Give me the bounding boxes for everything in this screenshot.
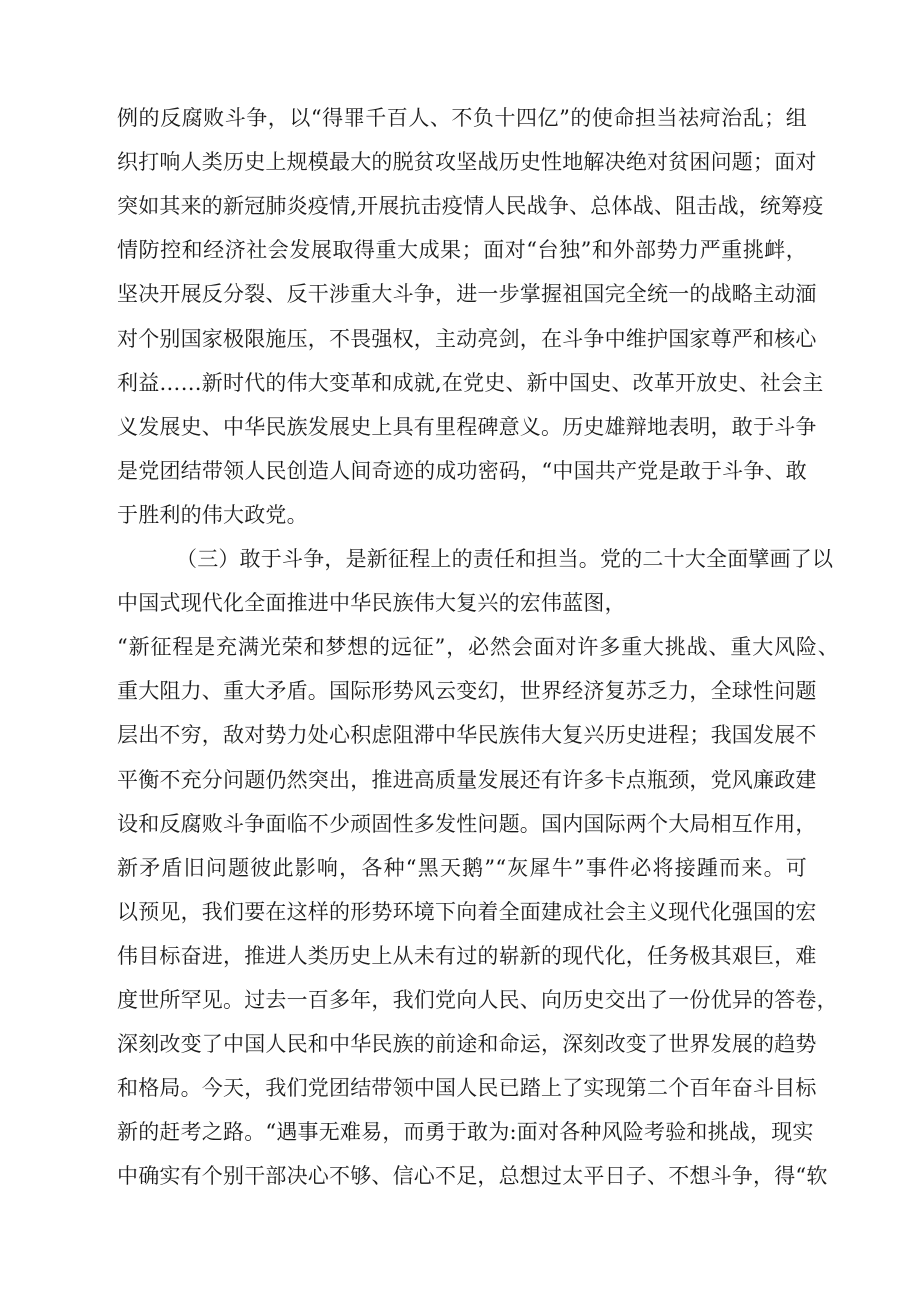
text-line: “新征程是充满光荣和梦想的远征”，必然会面对许多重大挑战、重大风险、 xyxy=(117,635,839,659)
text-line: 突如其来的新冠肺炎疫情,开展抗击疫情人民战争、总体战、阻击战，统筹疫 xyxy=(117,194,824,218)
text-line: 于胜利的伟大政党。 xyxy=(117,503,308,527)
text-line: 坚决开展反分裂、反干涉重大斗争，进一步掌握祖国完全统一的战略主动湎 xyxy=(117,282,817,306)
text-line: 情防控和经济社会发展取得重大成果；面对“台独”和外部势力严重挑衅， xyxy=(117,238,807,262)
text-line: 中国式现代化全面推进中华民族伟大复兴的宏伟蓝图， xyxy=(117,591,626,615)
text-line: 义发展史、中华民族发展史上具有里程碑意义。历史雄辩地表明，敢于斗争 xyxy=(117,415,817,439)
text-line: 层出不穷，敌对势力处心积虑阻滞中华民族伟大复兴历史进程；我国发展不 xyxy=(117,723,817,747)
text-line: 例的反腐败斗争，以“得罪千百人、不负十四亿”的使命担当祛疴治乱；组 xyxy=(117,106,807,130)
text-line: 织打响人类历史上规模最大的脱贫攻坚战历史性地解决绝对贫困问题；面对 xyxy=(117,150,817,174)
text-line: 新的赶考之路。“遇事无难易，而勇于敢为:面对各种风险考验和挑战，现实 xyxy=(117,1120,814,1144)
text-line: 新矛盾旧问题彼此影响，各种“黑天鹅”“灰犀牛”事件必将接踵而来。可 xyxy=(117,856,807,880)
text-line: 和格局。今天，我们党团结带领中国人民已踏上了实现第二个百年奋斗目标 xyxy=(117,1076,817,1100)
text-line: 是党团结带领人民创造人间奇迹的成功密码，“中国共产党是敢于斗争、敢 xyxy=(117,459,807,483)
text-line: 重大阻力、重大矛盾。国际形势风云变幻，世界经济复苏乏力，全球性问题 xyxy=(117,679,817,703)
text-line: 中确实有个别干部决心不够、信心不足，总想过太平日子、不想斗争，得“软 xyxy=(117,1164,828,1188)
text-line: 度世所罕见。过去一百多年，我们党向人民、向历史交出了一份优异的答卷， xyxy=(117,988,838,1012)
text-line: 以预见，我们要在这样的形势环境下向着全面建成社会主义现代化强国的宏 xyxy=(117,900,817,924)
text-line: 伟目标奋进，推进人类历史上从未有过的崭新的现代化，任务极其艰巨，难 xyxy=(117,944,817,968)
text-line: 深刻改变了中国人民和中华民族的前途和命运，深刻改变了世界发展的趋势 xyxy=(117,1032,817,1056)
text-line: 对个别国家极限施压，不畏强权，主动亮剑，在斗争中维护国家尊严和核心 xyxy=(117,327,817,351)
text-line: 平衡不充分问题仍然突出，推进高质量发展还有许多卡点瓶颈，党风廉政建 xyxy=(117,768,817,792)
text-line: 设和反腐败斗争面临不少顽固性多发性问题。国内国际两个大局相互作用， xyxy=(117,812,817,836)
text-line: 利益……新时代的伟大变革和成就,在党史、新中国史、改革开放史、社会主 xyxy=(117,371,824,395)
paragraph-heading-line: （三）敢于斗争，是新征程上的责任和担当。党的二十大全面擘画了以 xyxy=(176,547,834,571)
